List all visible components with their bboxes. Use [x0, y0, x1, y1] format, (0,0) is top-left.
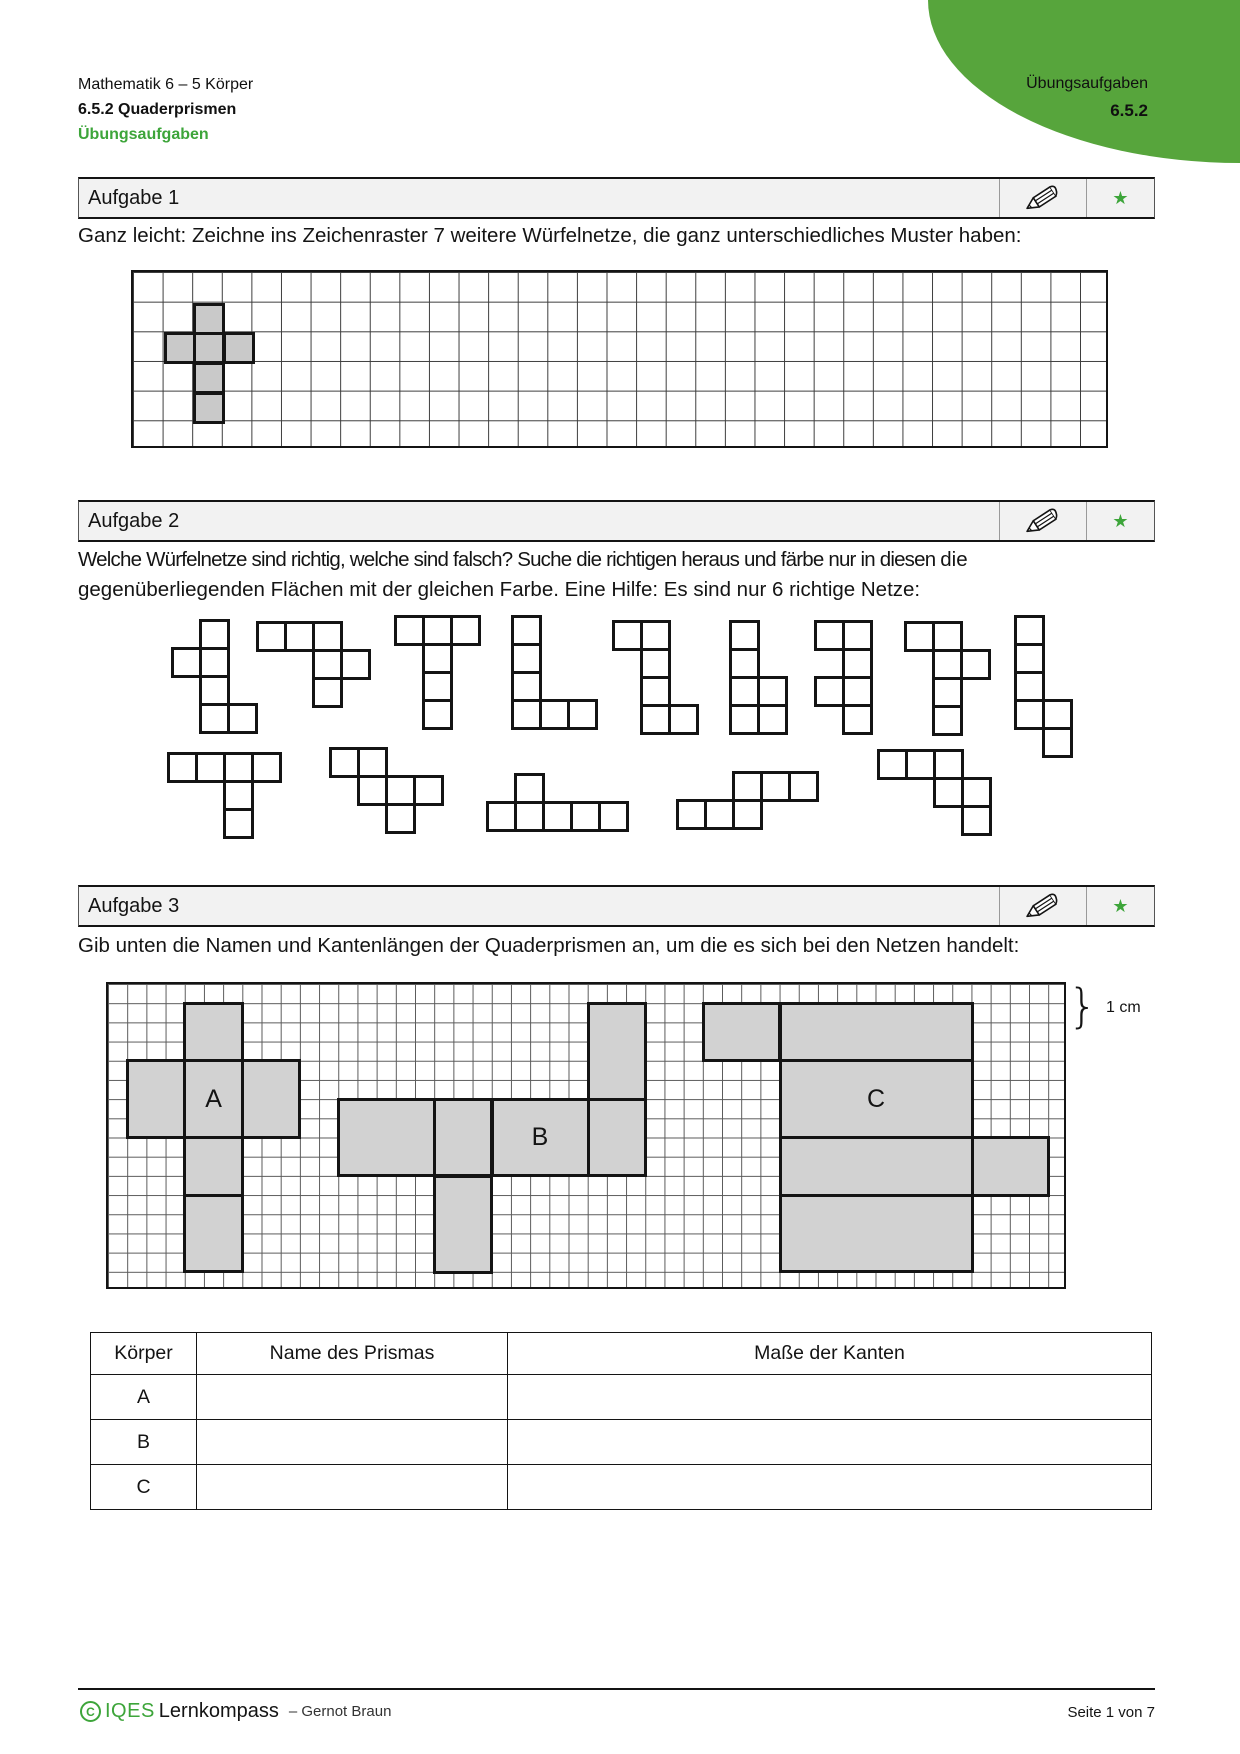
brand-lernkompass: Lernkompass [158, 1700, 279, 1722]
footer-author: – Gernot Braun [288, 1703, 392, 1720]
net-9-cell [1042, 727, 1073, 758]
net-2-cell [340, 649, 371, 680]
net-5-cell [640, 676, 671, 707]
prism-net-b-face [433, 1175, 494, 1274]
net-1-cell [199, 675, 230, 706]
header-course: Mathematik 6 – 5 Körper [78, 76, 254, 93]
table-row [91, 1420, 1152, 1465]
net-8-cell [932, 677, 963, 708]
answer-table [90, 1332, 1152, 1510]
net-9-cell [1042, 699, 1073, 730]
net-13-cell [704, 799, 735, 830]
task1-title: Aufgabe 1 [88, 186, 180, 209]
prism-net-c-face [779, 1194, 974, 1274]
net-3-cell [422, 643, 453, 674]
net-7-cell [842, 620, 873, 651]
aufgabe1-grid [131, 270, 1108, 448]
net-2-cell [256, 621, 287, 652]
net-12-cell [542, 801, 573, 832]
net-8-cell [932, 649, 963, 680]
net-6-cell [729, 648, 760, 679]
task1-bar [78, 177, 1155, 219]
header-section: Übungsaufgaben [78, 126, 209, 143]
net-5-cell [640, 648, 671, 679]
shaded-net-cell [193, 392, 225, 424]
task2-bar [78, 500, 1155, 542]
net-9-cell [1014, 615, 1045, 646]
net-1-cell [227, 703, 258, 734]
net-14-cell [905, 749, 936, 780]
shaded-net-cell [193, 303, 225, 335]
net-3-cell [422, 671, 453, 702]
net-11-cell [329, 747, 360, 778]
net-13-cell [760, 771, 791, 802]
net-8-cell [904, 621, 935, 652]
table-header-cell: Maße der Kanten [508, 1333, 1152, 1375]
net-11-cell [413, 775, 444, 806]
footer-brand [80, 1700, 391, 1723]
scale-brace: } [1068, 979, 1098, 1033]
table-cell-masse [508, 1375, 1152, 1420]
net-10-cell [223, 780, 254, 811]
prism-net-a-face [183, 1194, 244, 1274]
net-14-cell [961, 805, 992, 836]
net-12-cell [514, 773, 545, 804]
net-5-cell [612, 620, 643, 651]
net-6-cell [729, 676, 760, 707]
prism-net-c-face [779, 1002, 974, 1063]
net-14-cell [877, 749, 908, 780]
prism-net-c-face [702, 1002, 782, 1063]
net-6-cell [757, 676, 788, 707]
table-cell-koerper: C [91, 1465, 197, 1510]
net-8-cell [960, 649, 991, 680]
prism-net-label-b: B [491, 1098, 590, 1178]
prism-net-c-face [779, 1136, 974, 1197]
net-4-cell [511, 671, 542, 702]
prism-net-c-face [971, 1136, 1051, 1197]
net-11-cell [357, 775, 388, 806]
net-10-cell [223, 752, 254, 783]
pencil-icon [999, 887, 1086, 925]
prism-net-b-face [587, 1002, 648, 1101]
net-13-cell [676, 799, 707, 830]
net-7-cell [842, 704, 873, 735]
task2-text-line1-tail: die [940, 548, 968, 571]
table-header-cell: Name des Prismas [197, 1333, 508, 1375]
task2-text-line1 [78, 548, 968, 572]
net-4-cell [511, 643, 542, 674]
aufgabe3-grid [106, 982, 1066, 1289]
badge-title: Übungsaufgaben [1026, 75, 1148, 92]
prism-net-label-a: A [183, 1059, 244, 1139]
net-1-cell [199, 703, 230, 734]
net-9-cell [1014, 643, 1045, 674]
task2-text-line2: gegenüberliegenden Flächen mit der gleichen Farbe. Eine Hilfe: Es sind nur 6 richtige Netze: [78, 578, 921, 601]
net-7-cell [842, 648, 873, 679]
net-7-cell [814, 676, 845, 707]
net-4-cell [511, 699, 542, 730]
task3-bar [78, 885, 1155, 927]
task1-text: Ganz leicht: Zeichne ins Zeichenraster 7 weitere Würfelnetze, die ganz unterschiedliches Muster haben: [78, 224, 1022, 247]
net-12-cell [598, 801, 629, 832]
net-4-cell [539, 699, 570, 730]
prism-net-b-face [433, 1098, 494, 1178]
net-6-cell [729, 704, 760, 735]
net-12-cell [570, 801, 601, 832]
prism-net-label-c: C [779, 1059, 974, 1139]
task3-text: Gib unten die Namen und Kantenlängen der Quaderprismen an, um die es sich bei den Netzen handelt: [78, 934, 1020, 957]
net-5-cell [640, 620, 671, 651]
badge-code: 6.5.2 [1110, 101, 1148, 120]
shaded-net-cell [223, 332, 255, 364]
net-3-cell [422, 699, 453, 730]
table-row [91, 1375, 1152, 1420]
task2-title: Aufgabe 2 [88, 509, 180, 532]
table-header-row [91, 1333, 1152, 1375]
net-10-cell [167, 752, 198, 783]
net-11-cell [357, 747, 388, 778]
net-5-cell [640, 704, 671, 735]
pencil-icon [999, 502, 1086, 540]
net-14-cell [961, 777, 992, 808]
table-cell-koerper: A [91, 1375, 197, 1420]
table-cell-name [197, 1420, 508, 1465]
net-5-cell [668, 704, 699, 735]
net-3-cell [394, 615, 425, 646]
net-10-cell [195, 752, 226, 783]
prism-net-a-face [183, 1136, 244, 1197]
net-11-cell [385, 803, 416, 834]
table-cell-masse [508, 1420, 1152, 1465]
net-6-cell [757, 704, 788, 735]
net-12-cell [486, 801, 517, 832]
prism-net-b-face [337, 1098, 436, 1178]
net-8-cell [932, 621, 963, 652]
net-6-cell [729, 620, 760, 651]
net-1-cell [199, 647, 230, 678]
table-cell-name [197, 1465, 508, 1510]
shaded-net-cell [164, 332, 196, 364]
prism-net-a-face [241, 1059, 302, 1139]
net-10-cell [223, 808, 254, 839]
net-8-cell [932, 705, 963, 736]
footer-rule [78, 1688, 1155, 1690]
net-2-cell [312, 649, 343, 680]
difficulty-star-icon: ★ [1086, 502, 1154, 540]
net-2-cell [312, 621, 343, 652]
net-13-cell [732, 799, 763, 830]
net-4-cell [511, 615, 542, 646]
net-7-cell [814, 620, 845, 651]
scale-label: 1 cm [1106, 999, 1141, 1016]
net-1-cell [171, 647, 202, 678]
table-cell-name [197, 1375, 508, 1420]
net-12-cell [514, 801, 545, 832]
task2-text-line1-main: Welche Würfelnetze sind richtig, welche sind falsch? Suche die richtigen heraus und färbe nur in diesen [78, 548, 941, 571]
difficulty-star-icon: ★ [1086, 887, 1154, 925]
table-row [91, 1465, 1152, 1510]
net-13-cell [788, 771, 819, 802]
net-9-cell [1014, 699, 1045, 730]
net-2-cell [284, 621, 315, 652]
task3-title: Aufgabe 3 [88, 894, 180, 917]
net-3-cell [450, 615, 481, 646]
prism-net-a-face [183, 1002, 244, 1063]
net-2-cell [312, 677, 343, 708]
table-header-cell: Körper [91, 1333, 197, 1375]
net-14-cell [933, 749, 964, 780]
shaded-net-cell [193, 332, 225, 364]
table-cell-masse [508, 1465, 1152, 1510]
net-7-cell [842, 676, 873, 707]
net-13-cell [732, 771, 763, 802]
net-4-cell [567, 699, 598, 730]
shaded-net-cell [193, 362, 225, 394]
difficulty-star-icon: ★ [1086, 179, 1154, 217]
table-cell-koerper: B [91, 1420, 197, 1465]
pencil-icon [999, 179, 1086, 217]
net-14-cell [933, 777, 964, 808]
prism-net-a-face [126, 1059, 187, 1139]
net-10-cell [251, 752, 282, 783]
page-indicator: Seite 1 von 7 [1067, 1704, 1155, 1721]
copyright-icon: C [80, 1701, 101, 1722]
prism-net-b-face [587, 1098, 648, 1178]
net-3-cell [422, 615, 453, 646]
net-1-cell [199, 619, 230, 650]
header-chapter: 6.5.2 Quaderprismen [78, 101, 237, 118]
net-9-cell [1014, 671, 1045, 702]
brand-iqes: IQES [105, 1700, 155, 1722]
net-11-cell [385, 775, 416, 806]
